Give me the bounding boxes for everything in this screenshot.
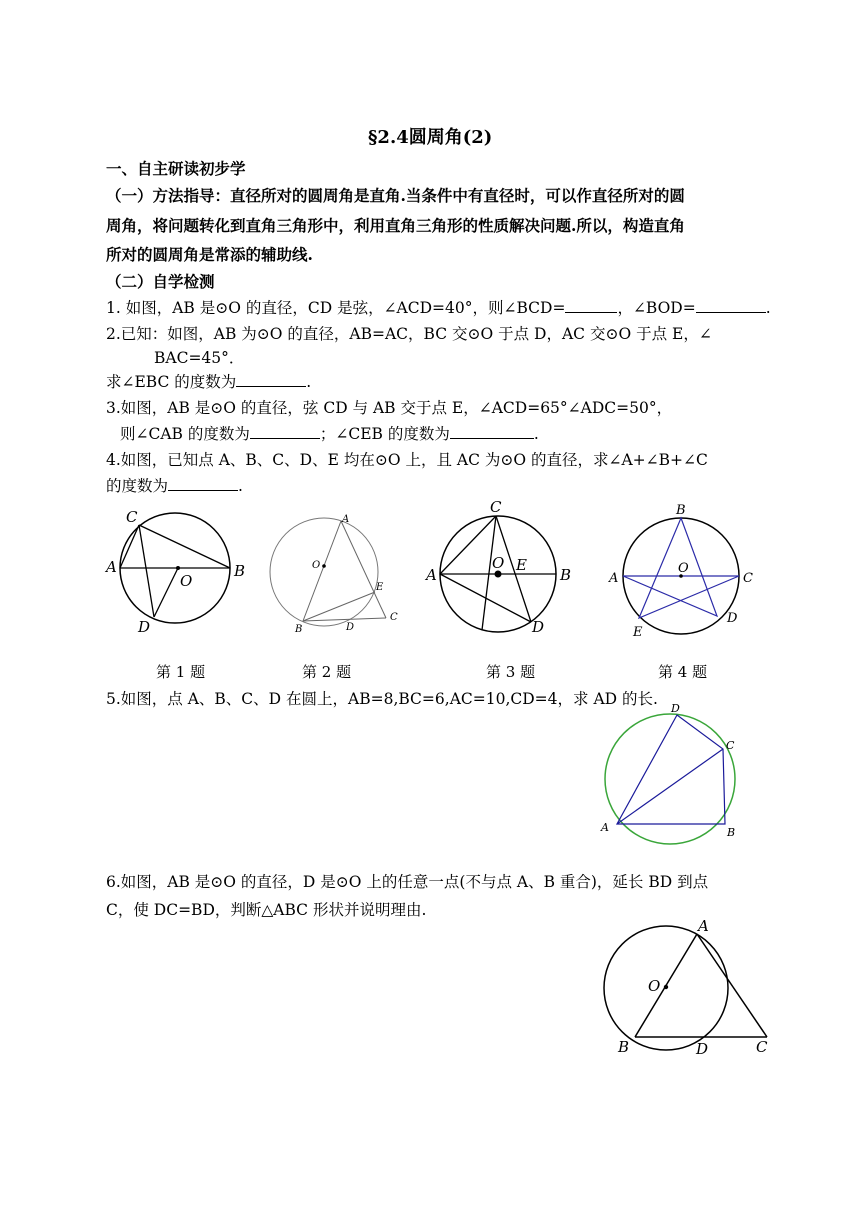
fig2-label-d: D bbox=[346, 622, 355, 633]
method-line-2: 周角，将问题转化到直角三角形中，利用直角三角形的性质解决问题.所以，构造直角 bbox=[106, 216, 685, 235]
fig4-label-d: D bbox=[727, 611, 738, 626]
page-title: §2.4圆周角(2) bbox=[368, 127, 493, 148]
fig2-label-e: E bbox=[376, 582, 384, 593]
figure-2 bbox=[262, 508, 412, 638]
figure-1 bbox=[100, 500, 260, 640]
question-4-line-1: 4.如图，已知点 A、B、C、D、E 均在⊙O 上，且 AC 为⊙O 的直径，求∠A+∠B+∠C bbox=[106, 451, 708, 469]
fig1-label-c: C bbox=[126, 508, 138, 526]
caption-2: 第 2 题 bbox=[302, 663, 352, 681]
fig4-label-b: B bbox=[676, 503, 686, 518]
fig2-label-o: O bbox=[312, 560, 321, 571]
fig3-label-a: A bbox=[426, 566, 437, 584]
figure-4 bbox=[603, 500, 763, 640]
fig3-label-c: C bbox=[490, 498, 502, 516]
figure-5 bbox=[595, 700, 755, 845]
question-2-line-1: 2.已知：如图，AB 为⊙O 的直径，AB=AC，BC 交⊙O 于点 D，AC 交⊙O 于点 E，∠ bbox=[106, 325, 712, 343]
question-6-line-2: C，使 DC=BD，判断△ABC 形状并说明理由. bbox=[106, 901, 427, 919]
question-6-line-1: 6.如图，AB 是⊙O 的直径，D 是⊙O 上的任意一点(不与点 A、B 重合)，延长 BD 到点 bbox=[106, 873, 709, 891]
fig5-label-c: C bbox=[726, 739, 735, 752]
fig2-label-a: A bbox=[342, 514, 350, 525]
figure-3 bbox=[420, 498, 580, 638]
answer-blank-ebc[interactable] bbox=[236, 372, 306, 387]
fig6-label-c: C bbox=[756, 1038, 768, 1056]
fig6-label-a: A bbox=[698, 917, 709, 935]
fig6-label-o: O bbox=[648, 977, 661, 995]
fig5-label-b: B bbox=[727, 826, 736, 839]
fig2-label-c: C bbox=[390, 612, 398, 623]
fig1-label-a: A bbox=[106, 558, 117, 576]
q1-text: 1. 如图，AB 是⊙O 的直径，CD 是弦，∠ACD=40°，则∠BCD= bbox=[106, 299, 566, 317]
method-line-1: （一）方法指导：直径所对的圆周角是直角.当条件中有直径时，可以作直径所对的圆 bbox=[106, 186, 685, 205]
fig1-label-d: D bbox=[138, 618, 151, 636]
caption-3: 第 3 题 bbox=[486, 663, 536, 681]
fig4-label-a: A bbox=[609, 571, 619, 586]
fig3-label-o: O bbox=[492, 554, 505, 572]
fig3-label-e: E bbox=[516, 556, 527, 574]
question-3-line-1: 3.如图，AB 是⊙O 的直径，弦 CD 与 AB 交于点 E，∠ACD=65°∠ADC=50°， bbox=[106, 399, 673, 417]
q3-ceb: ；∠CEB 的度数为 bbox=[319, 425, 450, 443]
question-1 bbox=[106, 296, 771, 318]
question-3-line-2 bbox=[120, 422, 539, 444]
fig6-label-b: B bbox=[618, 1038, 630, 1056]
q3-cab: 则∠CAB 的度数为 bbox=[120, 425, 250, 443]
section-heading: 一、自主研读初步学 bbox=[106, 159, 246, 178]
fig2-label-b: B bbox=[295, 624, 303, 635]
answer-blank-bod[interactable] bbox=[696, 298, 766, 313]
answer-blank-ceb[interactable] bbox=[450, 424, 534, 439]
answer-blank-cab[interactable] bbox=[250, 424, 320, 439]
fig3-label-b: B bbox=[560, 566, 572, 584]
fig1-label-o: O bbox=[180, 572, 193, 590]
question-4-line-2 bbox=[106, 474, 243, 496]
caption-1: 第 1 题 bbox=[156, 663, 206, 681]
answer-blank-bcd[interactable] bbox=[565, 298, 617, 313]
q2-ask: 求∠EBC 的度数为 bbox=[106, 373, 237, 391]
fig3-label-d: D bbox=[532, 618, 545, 636]
q1-end: . bbox=[765, 299, 771, 317]
figure-6 bbox=[600, 915, 780, 1060]
answer-blank-sum[interactable] bbox=[168, 476, 238, 491]
question-2-line-3 bbox=[106, 370, 311, 392]
method-line-3: 所对的圆周角是常添的辅助线. bbox=[106, 245, 313, 264]
q2-end: . bbox=[306, 373, 312, 391]
q3-end: . bbox=[533, 425, 539, 443]
fig4-label-c: C bbox=[743, 571, 753, 586]
question-2-line-2: BAC=45°． bbox=[154, 349, 245, 367]
fig1-label-b: B bbox=[234, 562, 246, 580]
q4-end: . bbox=[238, 477, 243, 495]
fig6-label-d: D bbox=[696, 1040, 709, 1058]
fig4-label-o: O bbox=[678, 561, 689, 576]
question-5: 5.如图，点 A、B、C、D 在圆上，AB=8,BC=6,AC=10,CD=4，求 AD 的长. bbox=[106, 690, 658, 708]
fig5-label-a: A bbox=[601, 821, 609, 834]
fig4-label-e: E bbox=[633, 625, 643, 640]
q4-ask: 的度数为 bbox=[106, 477, 169, 495]
fig5-label-d: D bbox=[671, 702, 680, 715]
caption-4: 第 4 题 bbox=[658, 663, 708, 681]
self-check-heading: （二）自学检测 bbox=[106, 272, 215, 291]
q1-text-b: ，∠BOD= bbox=[617, 299, 696, 317]
